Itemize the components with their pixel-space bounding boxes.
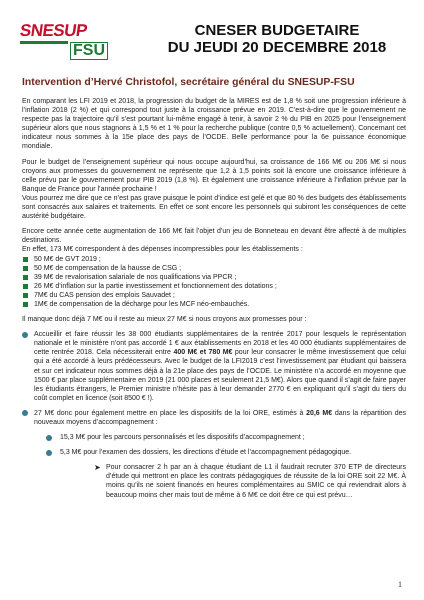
logo-bar (20, 41, 68, 44)
square-bullet-icon (23, 257, 28, 262)
expense-item: 50 M€ de GVT 2019 ; (22, 255, 406, 264)
paragraph-4: Encore cette année cette augmentation de 166 M€ fait l’objet d’un jeu de Bonneteau en devant être affecté à de multiples destinations. (22, 228, 406, 245)
sub-bullet-parcours: 15,3 M€ pour les parcours personnalisés et les dispositifs d’accompagnement ; (22, 433, 406, 442)
title-line-2: DU JEUDI 20 DECEMBRE 2018 (167, 39, 387, 56)
expense-item: 26 M€ d’inflation sur la partie investissement et fonctionnement des dotations ; (22, 282, 406, 291)
page-title (152, 22, 402, 56)
expense-item: 39 M€ de revalorisation salariale de nos qualifications via PPCR ; (22, 273, 406, 282)
expense-item: 50 M€ de compensation de la hausse de CSG ; (22, 264, 406, 273)
round-bullet-icon (22, 332, 28, 338)
square-bullet-icon (23, 284, 28, 289)
document-body (22, 97, 406, 500)
bullet-students: Accueillir et faire réussir les 38 000 étudiants supplémentaires de la rentrée 2017 pour lesquels le représentation nationale et le ministère n’ont pas accordé 1 € aux établissements en 2018 et les 40 000 étudiants supplémentaires de cette rentrée 2018. Cela nécessiterait entre 400 M€ et 780 M€ pour leur consacrer le même investissement que celui qui a été accordé à leurs prédécesseurs. Avec le budget de la LFI2019 c’est l’investissement par étudiant qui baissera et sur cet indicateur nous sommes déjà à la 21e place des pays de l’OCDE. Le ministère n’a accordé en moyenne que 1500 € par place supplémentaire en 2019 (21 000 places et seulement 21,5 M€). Alors que quand il s’agit de faire payer les étudiants étrangers, le Premier ministre n’hésite pas à leur demander 2770 € en expliquant qu’il s’agit du tiers du coût complet en licence (soit 8500 € !). (22, 330, 406, 403)
round-bullet-icon (46, 450, 52, 456)
square-bullet-icon (23, 275, 28, 280)
square-bullet-icon (23, 293, 28, 298)
logo-fsu-text: FSU (70, 42, 108, 60)
page-subtitle: Intervention d’Hervé Christofol, secrétaire général du SNESUP-FSU (22, 77, 355, 88)
expense-list (22, 255, 406, 310)
paragraph-5: En effet, 173 M€ correspondent à des dépenses incompressibles pour les établissements : (22, 246, 303, 254)
bullet-ore: 27 M€ donc pour également mettre en place les dispositifs de la loi ORE, estimés à 20,6 M€ dans la répartition des nouveaux moyens d’accompagnement : (22, 409, 406, 427)
paragraph-2: Pour le budget de l’enseignement supérieur qui nous occupe aujourd’hui, sa croissance de 166 M€ ou 206 M€ si nous croyons aux promesses du gouvernement ne représente que 1,2 à 1,5 points soit là encore une croissance inférieure à celle prévu par le gouvernement pour PIB 2019 (1,8 %). Et également une croissance inférieure à l’inflation prévue par la Banque de France pour l’année prochaine ! (22, 158, 406, 193)
round-bullet-icon (46, 435, 52, 441)
sub-bullet-examen: 5,3 M€ pour l’examen des dossiers, les directions d’étude et l’accompagnement pédagogique. (22, 448, 406, 457)
square-bullet-icon (23, 266, 28, 271)
arrow-bullet-icon: ➤ (94, 463, 101, 473)
expense-item: 1M€ de compensation de la décharge pour les MCF néo-embauchés. (22, 300, 406, 309)
snesup-fsu-logo (20, 22, 124, 66)
expense-item: 7M€ du CAS pension des emplois Sauvadet ; (22, 291, 406, 300)
paragraph-1: En comparant les LFI 2019 et 2018, la progression du budget de la MIRES est de 1,8 % soit une progression inférieure à l’inflation 2018 (2 %) et qui correspond tout juste à la croissance prévue en 2019. C’est-à-dire que le gouvernement ne respecte pas la trajectoire qu’il s’est pourtant lui-même engagé à tenir, à savoir 2 % du PIB en 2025 pour l’enseignement supérieur alors que nous stagnons à 1,5 % et 1 % pour la recherche publique (contre 0,5 % actuellement). Concernant cet indicateur nous sommes à la 15e place des pays de l’OCDE. Belle performance pour la 6e puissance économique mondiale. (22, 98, 406, 151)
paragraph-3: Vous pourrez me dire que ce n’est pas grave puisque le point d’indice est gelé et que 80 % des budgets des établissements sont consacrés aux salaires et traitements. En effet ce sont encore les personnels qui subiront les conséquences de cette austérité budgétaire. (22, 194, 406, 221)
title-line-1: CNESER BUDGETAIRE (194, 22, 360, 39)
arrow-item-recruitment: ➤ Pour consacrer 2 h par an à chaque étudiant de L1 il faudrait recruter 370 ETP de directeurs d’étude qui mettront en place les contrats pédagogiques de réussite de la loi ORE soit 22 M€. À moins qu’ils ne soient financés en heures complémentaires au SMIC ce qui reviendrait alors à beaucoup moins cher mais tout de même à 6 M€ ce doit être ce qui est prévu… (94, 463, 406, 499)
square-bullet-icon (23, 302, 28, 307)
round-bullet-icon (22, 410, 28, 416)
logo-snesup-text: SNESUP (18, 21, 89, 40)
page-number: 1 (398, 580, 402, 589)
paragraph-6: Il manque donc déjà 7 M€ ou il reste au mieux 27 M€ si nous croyons aux promesses pour : (22, 316, 307, 324)
